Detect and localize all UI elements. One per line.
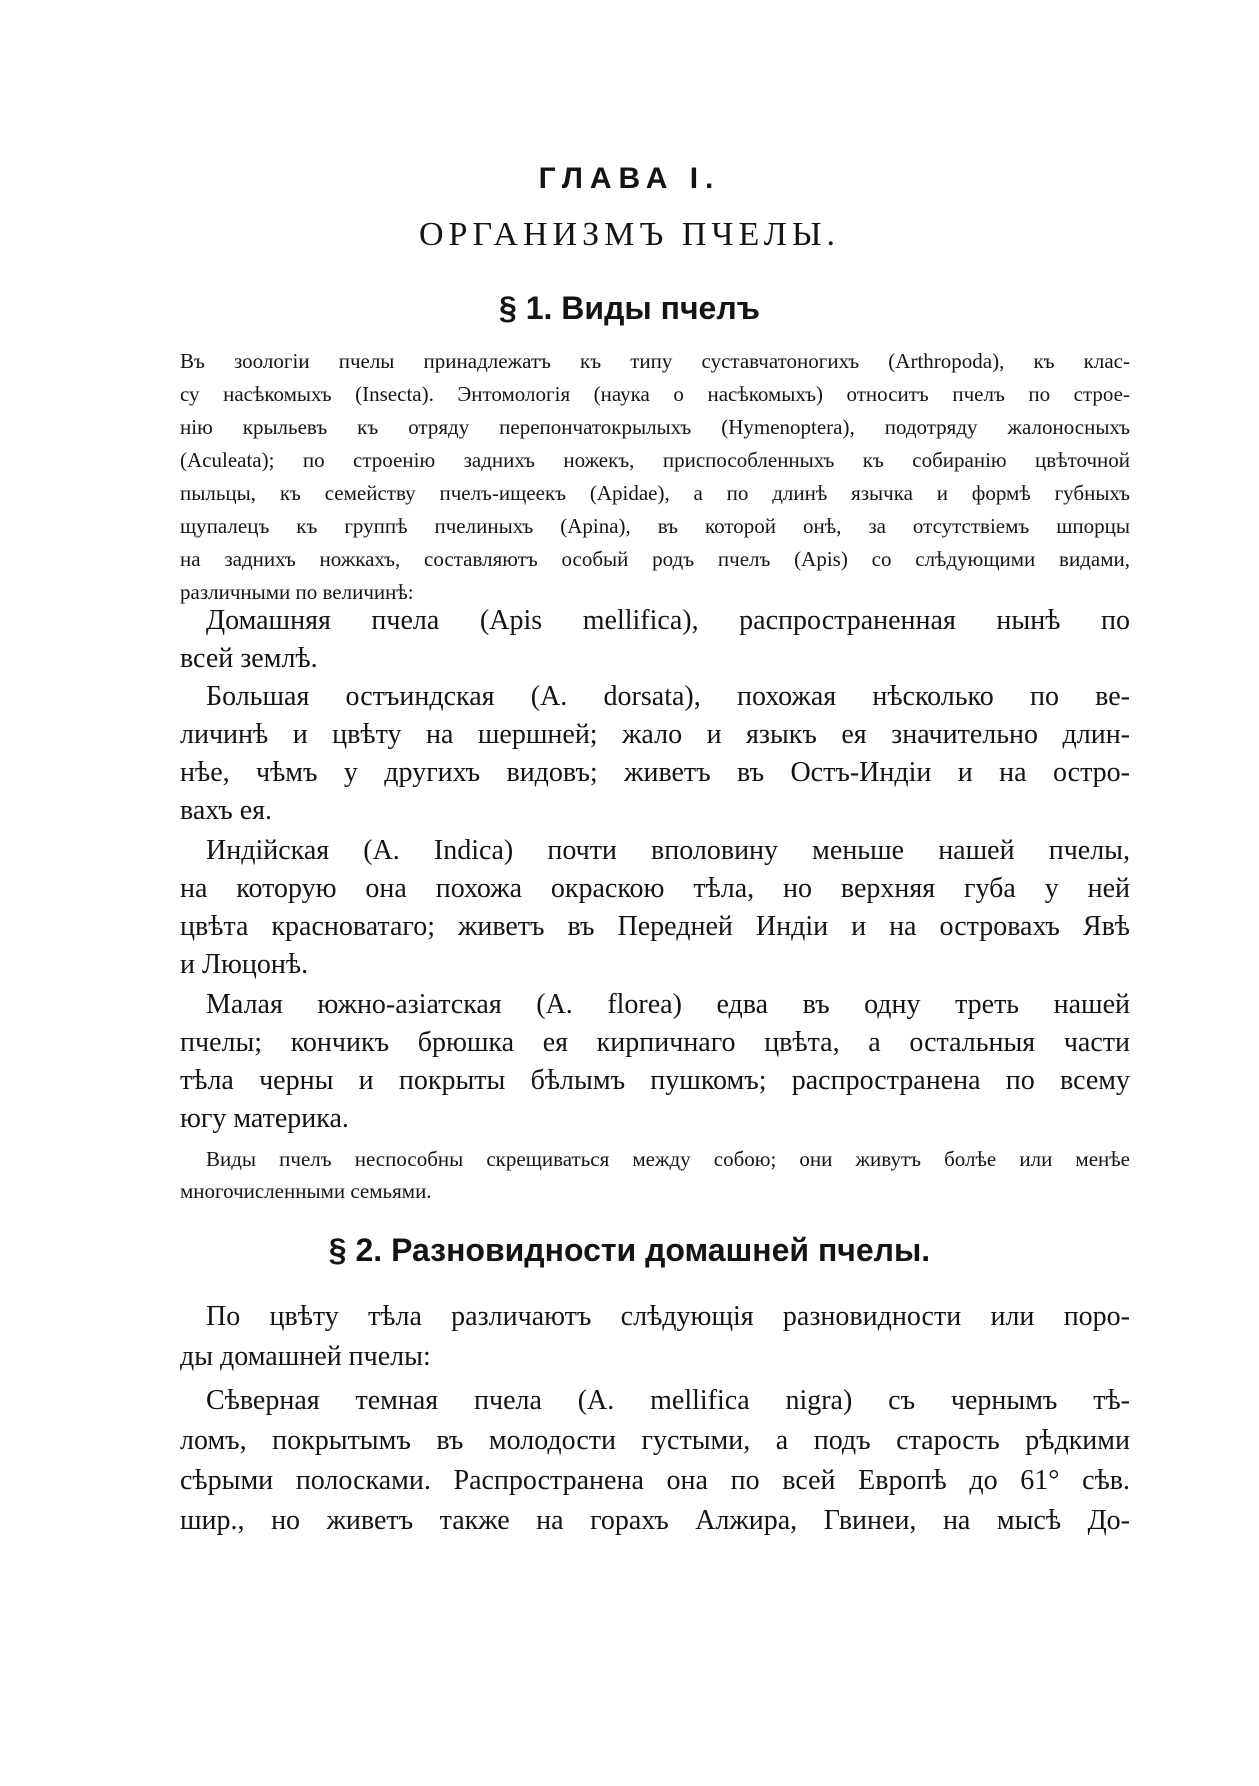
species-line: Индійская (A. Indica) почти вполовину меньше нашей пчелы, (206, 835, 1130, 866)
intro-line: различными по величинѣ: (180, 580, 414, 604)
species-line: тѣла черны и покрыты бѣлымъ пушкомъ; распространена по всему (180, 1065, 1130, 1096)
intro-line: нію крыльевъ къ отряду перепончатокрылыхъ (Hymenoptera), подотряду жалоносныхъ (180, 415, 1130, 439)
intro-line: (Aculeata); по строенію заднихъ ножекъ, приспособленныхъ къ собиранію цвѣточной (180, 448, 1130, 472)
species-line: вахъ ея. (180, 795, 272, 826)
species-line: Домашняя пчела (Apis mellifica), распространенная нынѣ по (206, 605, 1130, 636)
species-line: Малая южно-азіатская (A. florea) едва въ одну треть нашей (206, 989, 1130, 1020)
note-line: многочисленными семьями. (180, 1179, 432, 1203)
species-line: Большая остъиндская (A. dorsata), похожая нѣсколько по ве- (206, 681, 1130, 712)
species-line: цвѣта красноватаго; живетъ въ Передней Индіи и на островахъ Явѣ (180, 911, 1130, 942)
body-line: Сѣверная темная пчела (A. mellifica nigra) съ чернымъ тѣ- (206, 1385, 1130, 1416)
species-line: пчелы; кончикъ брюшка ея кирпичнаго цвѣта, а остальныя части (180, 1027, 1130, 1058)
species-line: и Люцонѣ. (180, 949, 309, 980)
species-line: нѣе, чѣмъ у другихъ видовъ; живетъ въ Остъ-Индіи и на остро- (180, 757, 1130, 788)
species-line: всей землѣ. (180, 643, 318, 674)
note-line: Виды пчелъ неспособны скрещиваться между собою; они живутъ болѣе или менѣе (206, 1147, 1130, 1171)
chapter-title: ОРГАНИЗМЪ ПЧЕЛЫ. (418, 216, 841, 253)
intro-line: пыльцы, къ семейству пчелъ-ищеекъ (Apidae), а по длинѣ язычка и формѣ губныхъ (180, 481, 1130, 505)
body-line: ды домашней пчелы: (180, 1341, 431, 1372)
body-line: сѣрыми полосками. Распространена она по всей Европѣ до 61° сѣв. (180, 1465, 1130, 1496)
intro-line: Въ зоологіи пчелы принадлежатъ къ типу суставчатоногихъ (Arthropoda), къ клас- (180, 349, 1130, 373)
species-line: личинѣ и цвѣту на шершней; жало и языкъ ея значительно длин- (180, 719, 1130, 750)
species-line: на которую она похожа окраскою тѣла, но верхняя губа у ней (180, 873, 1130, 904)
section-2-heading: § 2. Разновидности домашней пчелы. (328, 1232, 931, 1268)
intro-line: на заднихъ ножкахъ, составляютъ особый родъ пчелъ (Apis) со слѣдующими видами, (180, 547, 1130, 571)
species-line: югу материка. (180, 1103, 349, 1134)
body-line: ломъ, покрытымъ въ молодости густыми, а подъ старость рѣдкими (180, 1425, 1130, 1456)
section-1-heading: § 1. Виды пчелъ (499, 290, 760, 326)
chapter-label: ГЛАВА I. (538, 162, 721, 195)
body-line: шир., но живетъ также на горахъ Алжира, Гвинеи, на мысѣ До- (180, 1505, 1130, 1536)
intro-line: щупалецъ къ группѣ пчелиныхъ (Apina), въ которой онѣ, за отсутствіемъ шпорцы (180, 514, 1130, 538)
intro-line: су насѣкомыхъ (Insecta). Энтомологія (наука о насѣкомыхъ) относитъ пчелъ по строе- (180, 382, 1130, 406)
body-line: По цвѣту тѣла различаютъ слѣдующія разновидности или поро- (206, 1301, 1130, 1332)
